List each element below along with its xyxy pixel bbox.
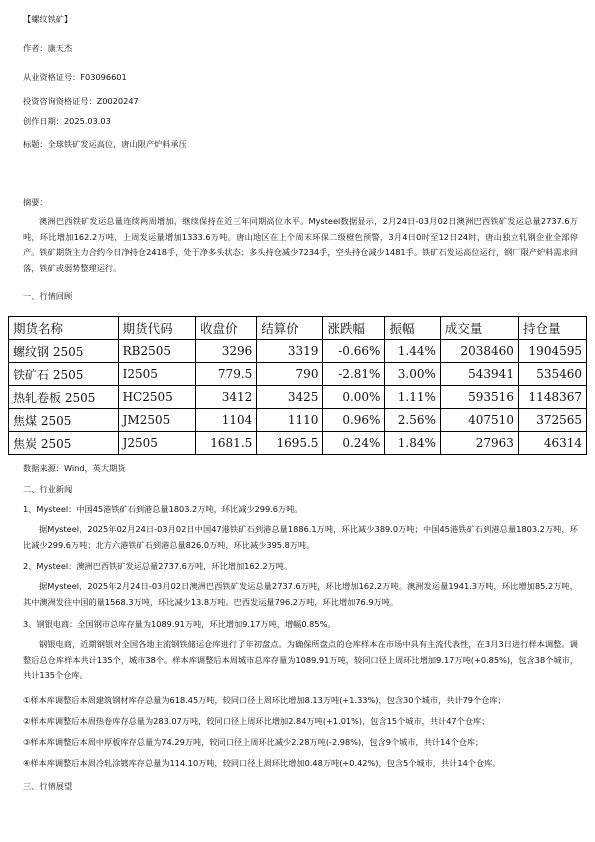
cell-name: 螺纹钢 2505 <box>9 340 119 363</box>
news-headline-3: 3、钢银电商：全国钢市总库存量为1089.91万吨，环比增加9.17万吨，增幅0.85%。 <box>23 619 336 629</box>
cell-change: -2.81% <box>323 363 385 386</box>
cell-amplitude: 1.84% <box>385 432 440 455</box>
cell-close: 1104 <box>196 409 257 432</box>
news-body-3: 钢银电商，近期钢银对全国各地主流钢铁储运仓库进行了年初盘点。为确保所盘点的仓库样本在市场中具有主流代表性，在3月3日进行样本调整。调整后总仓库样本共计135个，城市38个。样本库调整后本周城市总库存量为1089.91万吨，较同口径上周环比增加9.17万吨(+0.85%)，包含38个城市，共计135个仓库。 <box>23 639 578 680</box>
section-industry-news: 二、行业新闻 <box>23 484 73 494</box>
col-open-interest: 持仓量 <box>518 317 586 340</box>
cell-amplitude: 2.56% <box>385 409 440 432</box>
cell-amplitude: 1.11% <box>385 386 440 409</box>
col-volume: 成交量 <box>440 317 518 340</box>
news-headline-1: 1、Mysteel：中国45港铁矿石到港总量1803.2万吨，环比减少299.6万吨。 <box>23 504 303 514</box>
cell-open-interest: 535460 <box>518 363 586 386</box>
table-row <box>9 363 587 386</box>
cell-change: -0.66% <box>323 340 385 363</box>
cell-code: J2505 <box>118 432 196 455</box>
author-line: 作者：康天杰 <box>23 43 73 53</box>
cell-code: I2505 <box>118 363 196 386</box>
section-market-review: 一、行情回顾 <box>23 291 73 301</box>
cell-change: 0.96% <box>323 409 385 432</box>
cell-change: 0.00% <box>323 386 385 409</box>
col-code: 期货代码 <box>118 317 196 340</box>
table-row <box>9 340 587 363</box>
news-body-2: 据Mysteel，2025年2月24日-03月02日澳洲巴西铁矿发运总量2737.6万吨，环比增加162.2万吨。澳洲发运量1941.3万吨，环比增加85.2万吨，其中澳洲发往中国的量1568.3万吨，环比减少13.8万吨。巴西发运量796.2万吨，环比增加76.9万吨。 <box>23 581 578 607</box>
news-item-building-steel: ①样本库调整后本周建筑钢材库存总量为618.45万吨，较同口径上周环比增加8.13万吨(+1.33%)，包含30个城市，共计79个仓库； <box>23 695 506 705</box>
cell-volume: 593516 <box>440 386 518 409</box>
table-row <box>9 409 587 432</box>
cell-settle: 3425 <box>257 386 323 409</box>
cell-open-interest: 1904595 <box>518 340 586 363</box>
cell-name: 热轧卷板 2505 <box>9 386 119 409</box>
news-item-hot-coil: ②样本库调整后本周热卷库存总量为283.07万吨，较同口径上周环比增加2.84万吨(+1.01%)，包含15个城市，共计47个仓库； <box>23 716 490 726</box>
cell-code: HC2505 <box>118 386 196 409</box>
cell-code: JM2505 <box>118 409 196 432</box>
cell-change: 0.24% <box>323 432 385 455</box>
summary-paragraph: 澳洲巴西铁矿发运总量连续两周增加，继续保持在近三年同期高位水平。Mysteel数据显示，2月24日-03月02日澳洲巴西铁矿发运总量2737.6万吨，环比增加162.2万吨，上周发运量增加1333.6万吨。唐山地区在上个周末环保二级橙色预警，3月4日0时至12日24时，唐山独立轧钢企业全部停产。铁矿期货主力合约今日净持仓2418手，处于净多头状态；多头持仓减少7234手，空头持仓减少1481手。铁矿石发运高位运行，钢厂限产炉料需求回落，铁矿或弱势整理运行。 <box>23 216 578 273</box>
summary-heading: 摘要： <box>23 197 48 207</box>
news-body-1: 据Mysteel，2025年02月24日-03月02日中国47港铁矿石到港总量1886.1万吨，环比减少389.0万吨；中国45港铁矿石到港总量1803.2万吨，环比减少299.6万吨；北方六港铁矿石到港总量826.0万吨，环比减少395.8万吨。 <box>23 524 578 550</box>
cell-settle: 3319 <box>257 340 323 363</box>
col-name: 期货名称 <box>9 317 119 340</box>
col-close: 收盘价 <box>196 317 257 340</box>
col-settle: 结算价 <box>257 317 323 340</box>
news-item-plate: ③样本库调整后本周中厚板库存总量为74.29万吨，较同口径上周环比减少2.28万吨(-2.98%)，包含9个城市，共计14个仓库； <box>23 737 484 747</box>
cell-close: 1681.5 <box>196 432 257 455</box>
cell-open-interest: 46314 <box>518 432 586 455</box>
news-item-cold-rolled: ④样本库调整后本周冷轧涂镀库存总量为114.10万吨，较同口径上周环比增加0.48万吨(+0.42%)，包含5个城市，共计14个仓库。 <box>23 758 501 768</box>
cell-code: RB2505 <box>118 340 196 363</box>
cell-close: 3412 <box>196 386 257 409</box>
date-line: 创作日期：2025.03.03 <box>23 116 111 126</box>
doc-tag: 【螺纹铁矿】 <box>23 14 73 24</box>
cell-name: 焦煤 2505 <box>9 409 119 432</box>
cell-volume: 543941 <box>440 363 518 386</box>
cell-name: 焦炭 2505 <box>9 432 119 455</box>
table-header-row <box>9 317 587 340</box>
cell-amplitude: 1.44% <box>385 340 440 363</box>
data-source: 数据来源：Wind，英大期货 <box>23 463 126 473</box>
section-outlook: 三、行情展望 <box>23 781 73 791</box>
cell-close: 779.5 <box>196 363 257 386</box>
cell-open-interest: 1148367 <box>518 386 586 409</box>
col-change: 涨跌幅 <box>323 317 385 340</box>
futures-table <box>8 316 587 455</box>
cell-name: 铁矿石 2505 <box>9 363 119 386</box>
cell-open-interest: 372565 <box>518 409 586 432</box>
cell-volume: 2038460 <box>440 340 518 363</box>
cell-amplitude: 3.00% <box>385 363 440 386</box>
cell-settle: 790 <box>257 363 323 386</box>
license-line: 从业资格证号：F03096601 <box>23 72 127 82</box>
cell-close: 3296 <box>196 340 257 363</box>
cell-volume: 27963 <box>440 432 518 455</box>
cell-settle: 1695.5 <box>257 432 323 455</box>
table-row <box>9 432 587 455</box>
cell-volume: 407510 <box>440 409 518 432</box>
cell-settle: 1110 <box>257 409 323 432</box>
news-headline-2: 2、Mysteel：澳洲巴西铁矿发运总量2737.6万吨，环比增加162.2万吨。 <box>23 561 293 571</box>
table-row <box>9 386 587 409</box>
title-line: 标题：全球铁矿发运高位，唐山限产炉料承压 <box>23 139 187 149</box>
advisory-line: 投资咨询资格证号：Z0020247 <box>23 96 139 106</box>
col-amplitude: 振幅 <box>385 317 440 340</box>
